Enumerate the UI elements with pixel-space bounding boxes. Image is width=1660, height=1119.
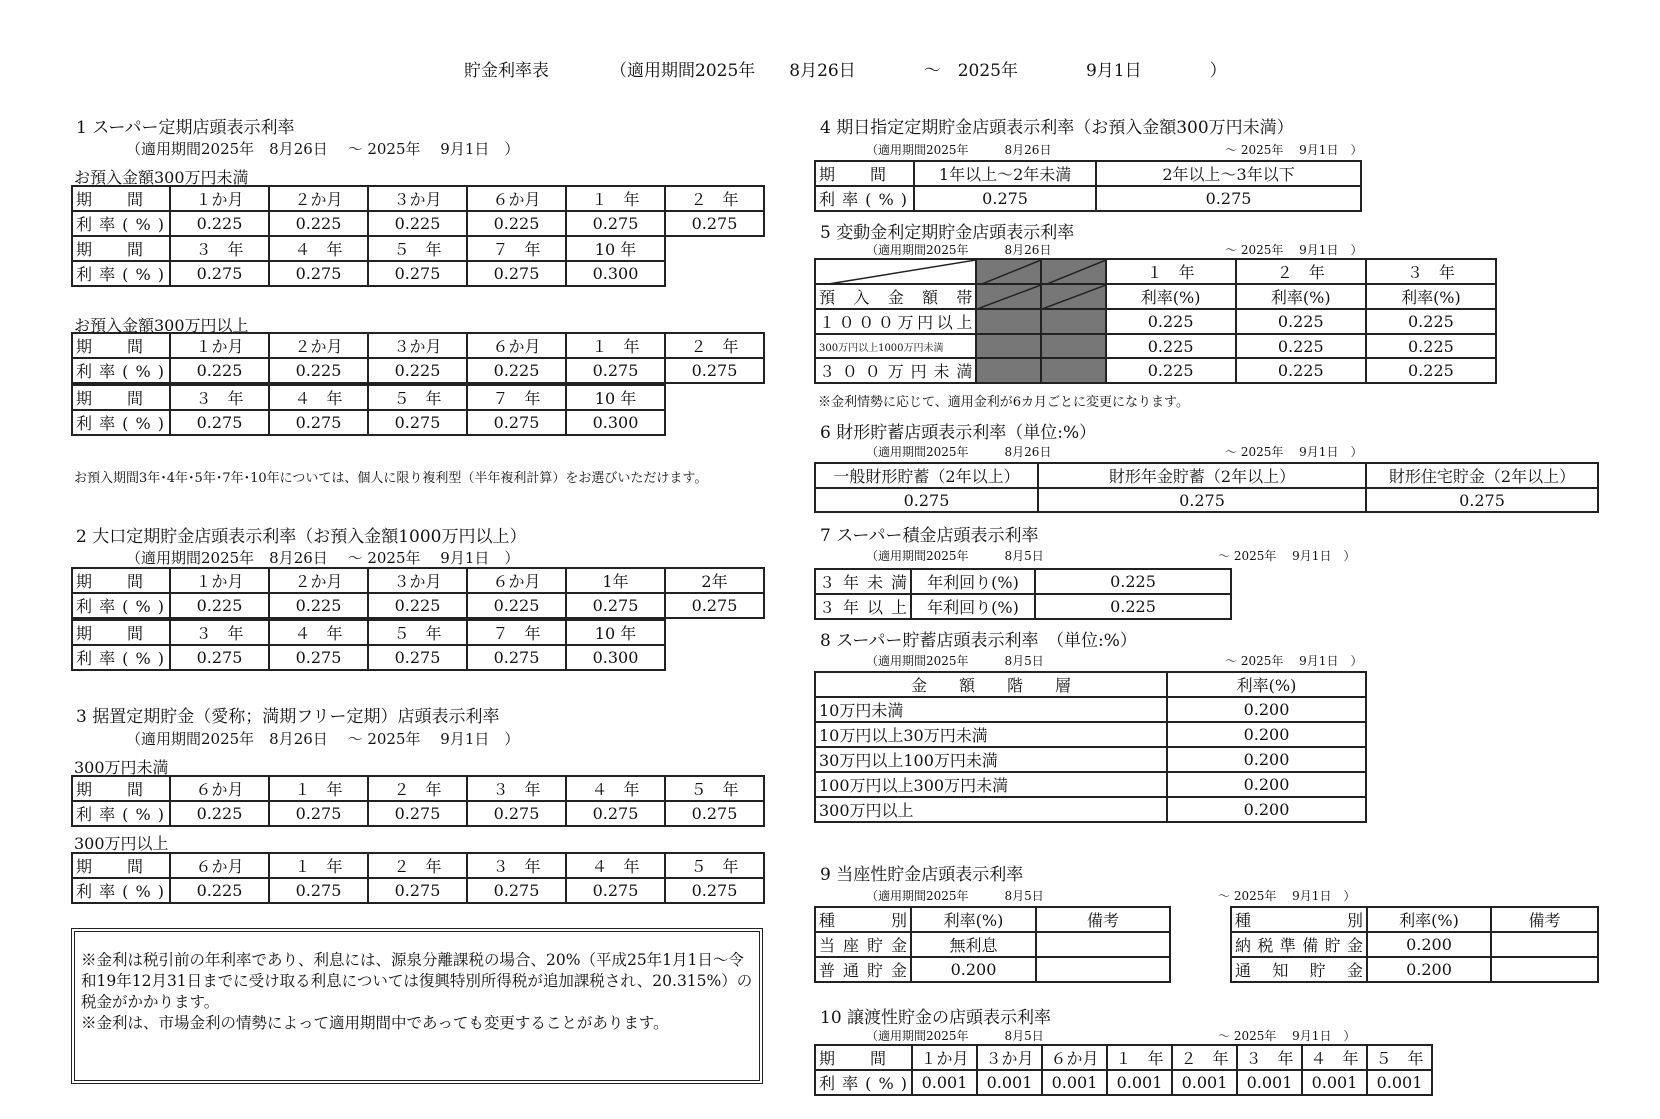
rate-value: 0.225 (368, 211, 467, 236)
rate-value: 0.225 (1106, 358, 1236, 383)
s2-table-1 (71, 567, 765, 619)
period-label: 期 間 (72, 568, 170, 593)
s1-table-b1 (71, 332, 765, 384)
term-header: ４ 年 (269, 385, 368, 410)
rate-value: 0.275 (566, 211, 665, 236)
s5-gray-cell (1041, 309, 1106, 334)
rate-label: 利 率 ( % ) (72, 878, 170, 903)
rate-value: 0.275 (170, 645, 269, 670)
term-header: 10 年 (566, 236, 665, 261)
s5-period-start: （適用期間2025年 8月26日 (866, 243, 1052, 257)
rate-value: 0.275 (1366, 488, 1598, 512)
rate-value: 0.225 (170, 593, 269, 618)
rate-value: 0.275 (467, 878, 566, 903)
term-header: ４ 年 (269, 620, 368, 645)
yield-label: 年利回り(%) (911, 569, 1035, 594)
rate-value: 0.001 (1107, 1070, 1172, 1095)
page-title: 貯金利率表 (464, 61, 549, 81)
term-header: １ 年 (269, 776, 368, 801)
term-header: ２か月 (269, 333, 368, 358)
s5-gray-cell (976, 284, 1041, 309)
s1-compound-note: お預入期間3年･4年･5年･7年･10年については、個人に限り複利型（半年複利計算）をお選びいただけます。 (74, 471, 708, 486)
rate-value: 0.225 (1236, 358, 1366, 383)
s8-title: 8 スーパー貯蓄店頭表示利率 （単位:%） (820, 631, 1137, 651)
rate-value: 0.225 (467, 593, 566, 618)
rate-label: 利 率 ( % ) (72, 801, 170, 826)
rate-value: 0.275 (368, 410, 467, 435)
rate-value: 0.225 (467, 211, 566, 236)
s6-period-start: （適用期間2025年 8月26日 (866, 445, 1052, 459)
s2-period: （適用期間2025年 8月26日 ～ 2025年 9月1日 ） (126, 549, 520, 567)
rate-value: 0.300 (566, 645, 665, 670)
period-label: 期 間 (72, 853, 170, 878)
term-header: １ 年 (566, 186, 665, 211)
term-header: ３か月 (368, 186, 467, 211)
remarks-cell (1036, 957, 1170, 982)
s6-period-end: ～ 2025年 9月1日 ） (1225, 445, 1363, 459)
s5-diagonal-header (815, 259, 976, 284)
rate-value: 0.225 (467, 358, 566, 383)
s5-gray-cell (976, 309, 1041, 334)
s5-gray-cell (1041, 358, 1106, 383)
term-label: ３年以上 (815, 594, 911, 619)
term-header: ５ 年 (368, 236, 467, 261)
term-header: ６か月 (170, 776, 269, 801)
rate-label: 利 率 ( % ) (815, 1070, 912, 1095)
rate-value: 0.275 (1096, 186, 1361, 211)
period-label: 期 間 (72, 236, 170, 261)
rate-value: 0.275 (815, 488, 1038, 512)
term-header: ２ 年 (1172, 1045, 1237, 1070)
rate-value: 0.275 (269, 645, 368, 670)
rate-value: 0.300 (566, 261, 665, 286)
band-label: 預 入 金 額 帯 (815, 284, 976, 309)
term-header: ７ 年 (467, 236, 566, 261)
s8-period-end: ～ 2025年 9月1日 ） (1225, 654, 1363, 668)
rate-header: 利率(%) (1106, 284, 1236, 309)
s5-title: 5 変動金利定期貯金店頭表示利率 (820, 223, 1075, 243)
amount-tier: 10万円未満 (815, 697, 1167, 722)
amount-tier: 100万円以上300万円未満 (815, 772, 1167, 797)
s6-title: 6 財形貯蓄店頭表示利率（単位:%） (820, 423, 1097, 443)
s8-table (814, 671, 1367, 823)
rate-label: 利 率 ( % ) (72, 211, 170, 236)
rate-label: 利 率 ( % ) (815, 186, 914, 211)
type-header: 種 別 (815, 907, 911, 932)
s2-title: 2 大口定期貯金店頭表示利率（お預入金額1000万円以上） (76, 527, 527, 547)
term-header: ６か月 (467, 568, 566, 593)
term-header: １か月 (170, 333, 269, 358)
rate-value: 0.225 (170, 358, 269, 383)
term-header: ６か月 (170, 853, 269, 878)
s1-title: 1 スーパー定期店頭表示利率 (76, 118, 295, 138)
s7-period-end: ～ 2025年 9月1日 ） (1218, 549, 1356, 563)
rate-value: 0.275 (665, 801, 764, 826)
tax-note: ※金利は税引前の年利率であり、利息には、源泉分離課税の場合、20%（平成25年1月1日～令和19年12月31日までに受け取る利息については復興特別所得税が追加課税され、20.315%）の税金がかかります。 (81, 951, 753, 1011)
s1-table-a1 (71, 185, 765, 237)
s1-over300-label: お預入金額300万円以上 (74, 316, 249, 335)
rate-value: 0.225 (1035, 594, 1231, 619)
rate-label: 利 率 ( % ) (72, 593, 170, 618)
s9-period-start: （適用期間2025年 8月5日 (866, 889, 1044, 903)
s2-table-2 (71, 619, 666, 671)
deposit-type: 納税準備貯金 (1231, 932, 1367, 957)
term-header: １ 年 (1107, 1045, 1172, 1070)
s7-period-start: （適用期間2025年 8月5日 (866, 549, 1044, 563)
rate-value: 0.275 (269, 261, 368, 286)
remarks-cell (1036, 932, 1170, 957)
rate-label: 利 率 ( % ) (72, 645, 170, 670)
term-header: ３か月 (977, 1045, 1042, 1070)
rate-value: 0.300 (566, 410, 665, 435)
rate-value: 0.225 (1236, 309, 1366, 334)
rate-value: 0.200 (911, 957, 1036, 982)
remarks-header: 備考 (1036, 907, 1170, 932)
s1-table-b2 (71, 384, 666, 436)
rate-value: 0.275 (665, 878, 764, 903)
deposit-type: 普通貯金 (815, 957, 911, 982)
term-header: ６か月 (467, 333, 566, 358)
s5-period-end: ～ 2025年 9月1日 ） (1225, 243, 1363, 257)
s10-table (814, 1044, 1433, 1096)
term-header: ３ 年 (1237, 1045, 1302, 1070)
rate-value: 0.275 (368, 645, 467, 670)
s5-gray-cell (1041, 284, 1106, 309)
term-header: ３か月 (368, 568, 467, 593)
period-label: 期 間 (72, 620, 170, 645)
rate-value: 0.275 (269, 801, 368, 826)
rate-value: 0.225 (1106, 309, 1236, 334)
s7-title: 7 スーパー積金店頭表示利率 (820, 526, 1039, 546)
rate-value: 0.275 (566, 801, 665, 826)
s3-table-b (71, 852, 765, 904)
savings-type-header: 一般財形貯蓄（2年以上） (815, 463, 1038, 488)
s1-table-a2 (71, 235, 666, 287)
term-header: 2年以上～3年以下 (1096, 161, 1361, 186)
s4-period-start: （適用期間2025年 8月26日 (866, 143, 1052, 157)
s9-title: 9 当座性貯金店頭表示利率 (820, 865, 1024, 885)
rate-value: 0.275 (467, 801, 566, 826)
term-header: ５ 年 (368, 620, 467, 645)
year-header: ２ 年 (1236, 259, 1366, 284)
remarks-cell (1491, 932, 1598, 957)
rate-value: 0.225 (170, 211, 269, 236)
savings-type-header: 財形年金貯蓄（2年以上） (1038, 463, 1366, 488)
rate-value: 0.275 (566, 593, 665, 618)
s9-table-right (1230, 906, 1599, 983)
term-header: 10 年 (566, 385, 665, 410)
year-header: ３ 年 (1366, 259, 1496, 284)
s3-title: 3 据置定期貯金（愛称；満期フリー定期）店頭表示利率 (76, 707, 500, 727)
rate-label: 利 率 ( % ) (72, 410, 170, 435)
term-header: ２か月 (269, 568, 368, 593)
rate-header: 利率(%) (1167, 672, 1366, 697)
rate-label: 利 率 ( % ) (72, 358, 170, 383)
rate-value: 0.225 (269, 211, 368, 236)
period-label: 期 間 (72, 776, 170, 801)
rate-value: 0.275 (566, 358, 665, 383)
remarks-header: 備考 (1491, 907, 1598, 932)
rate-value: 0.225 (368, 358, 467, 383)
term-header: １か月 (912, 1045, 977, 1070)
s5-note: ※金利情勢に応じて、適用金利が6カ月ごとに変更になります。 (818, 395, 1189, 410)
term-header: ３ 年 (170, 385, 269, 410)
rate-value: 0.275 (269, 878, 368, 903)
term-header: ６か月 (467, 186, 566, 211)
period-label: 期 間 (815, 161, 914, 186)
term-header: 2年 (665, 568, 764, 593)
amount-tier-header: 金 額 階 層 (815, 672, 1167, 697)
band-row-label: ３００万円未満 (815, 358, 976, 383)
deposit-type: 通 知 貯 金 (1231, 957, 1367, 982)
rate-value: 0.200 (1167, 747, 1366, 772)
term-header: ４ 年 (269, 236, 368, 261)
amount-tier: 30万円以上100万円未満 (815, 747, 1167, 772)
rate-value: 0.001 (1172, 1070, 1237, 1095)
rate-value: 0.275 (170, 410, 269, 435)
period-label: 期 間 (72, 333, 170, 358)
term-header: ３ 年 (170, 620, 269, 645)
term-header: 1年以上～2年未満 (914, 161, 1096, 186)
band-row-label: １０００万円以上 (815, 309, 976, 334)
s10-title: 10 譲渡性貯金の店頭表示利率 (820, 1008, 1052, 1028)
rate-value: 0.225 (170, 878, 269, 903)
rate-value: 0.200 (1167, 797, 1366, 822)
rate-value: 0.225 (269, 358, 368, 383)
s9-table-left (814, 906, 1171, 983)
rate-value: 0.225 (1035, 569, 1231, 594)
s3-under300-label: 300万円未満 (74, 758, 169, 777)
remarks-cell (1491, 957, 1598, 982)
rate-value: 0.200 (1167, 722, 1366, 747)
rate-value: 0.225 (1366, 309, 1496, 334)
term-header: ５ 年 (665, 853, 764, 878)
rate-header: 利率(%) (911, 907, 1036, 932)
rate-value: 0.200 (1167, 697, 1366, 722)
term-header: ２ 年 (368, 776, 467, 801)
term-header: ２か月 (269, 186, 368, 211)
rate-value: 0.275 (665, 593, 764, 618)
term-header: ２ 年 (368, 853, 467, 878)
s4-period-end: ～ 2025年 9月1日 ） (1225, 143, 1363, 157)
term-header: １か月 (170, 568, 269, 593)
rate-value: 0.275 (1038, 488, 1366, 512)
rate-value: 0.001 (1237, 1070, 1302, 1095)
rate-value: 0.275 (269, 410, 368, 435)
rate-label: 利 率 ( % ) (72, 261, 170, 286)
rate-value: 0.225 (1366, 334, 1496, 358)
rate-value: 0.275 (467, 410, 566, 435)
rate-value: 0.275 (665, 211, 764, 236)
rate-value: 無利息 (911, 932, 1036, 957)
term-header: ５ 年 (1367, 1045, 1432, 1070)
rate-value: 0.200 (1367, 932, 1491, 957)
page-period: （適用期間2025年 8月26日 ～ 2025年 9月1日 ） (610, 61, 1227, 81)
term-header: ７ 年 (467, 385, 566, 410)
rate-value: 0.275 (368, 801, 467, 826)
amount-tier: 10万円以上30万円未満 (815, 722, 1167, 747)
s3-over300-label: 300万円以上 (74, 834, 169, 853)
s7-table (814, 568, 1232, 620)
rate-value: 0.275 (566, 878, 665, 903)
term-header: ７ 年 (467, 620, 566, 645)
rate-value: 0.001 (912, 1070, 977, 1095)
rate-value: 0.200 (1367, 957, 1491, 982)
yield-label: 年利回り(%) (911, 594, 1035, 619)
term-header: ３ 年 (467, 853, 566, 878)
s1-under300-label: お預入金額300万円未満 (74, 168, 249, 187)
band-row-label: 300万円以上1000万円未満 (815, 334, 976, 358)
s3-period: （適用期間2025年 8月26日 ～ 2025年 9月1日 ） (126, 730, 520, 748)
period-label: 期 間 (72, 385, 170, 410)
year-header: １ 年 (1106, 259, 1236, 284)
term-header: 1年 (566, 568, 665, 593)
s10-period-start: （適用期間2025年 8月5日 (866, 1029, 1044, 1043)
s5-gray-cell (1041, 259, 1106, 284)
rate-value: 0.001 (1302, 1070, 1367, 1095)
s4-title: 4 期日指定定期貯金店頭表示利率（お預入金額300万円未満） (820, 118, 1294, 138)
rate-header: 利率(%) (1236, 284, 1366, 309)
term-header: １ 年 (566, 333, 665, 358)
rate-value: 0.275 (467, 645, 566, 670)
deposit-type: 当座貯金 (815, 932, 911, 957)
rate-value: 0.225 (368, 593, 467, 618)
term-header: ６か月 (1042, 1045, 1107, 1070)
rate-value: 0.001 (977, 1070, 1042, 1095)
amount-tier: 300万円以上 (815, 797, 1167, 822)
term-header: ２ 年 (665, 333, 764, 358)
s10-period-end: ～ 2025年 9月1日 ） (1218, 1029, 1356, 1043)
s5-table (814, 258, 1497, 384)
period-label: 期 間 (815, 1045, 912, 1070)
rate-value: 0.225 (1366, 358, 1496, 383)
rate-value: 0.200 (1167, 772, 1366, 797)
savings-type-header: 財形住宅貯金（2年以上） (1366, 463, 1598, 488)
term-header: 10 年 (566, 620, 665, 645)
rate-header: 利率(%) (1367, 907, 1491, 932)
rate-value: 0.275 (467, 261, 566, 286)
type-header: 種 別 (1231, 907, 1367, 932)
s5-gray-cell (976, 259, 1041, 284)
s4-table (814, 160, 1362, 212)
s8-period-start: （適用期間2025年 8月5日 (866, 654, 1044, 668)
term-header: ５ 年 (368, 385, 467, 410)
term-label: ３年未満 (815, 569, 911, 594)
s6-table (814, 462, 1599, 513)
rate-value: 0.275 (914, 186, 1096, 211)
s5-gray-cell (1041, 334, 1106, 358)
term-header: ４ 年 (566, 776, 665, 801)
term-header: １ 年 (269, 853, 368, 878)
term-header: ３か月 (368, 333, 467, 358)
tax-notes-box (71, 928, 763, 1084)
term-header: ４ 年 (566, 853, 665, 878)
term-header: １か月 (170, 186, 269, 211)
rate-value: 0.275 (368, 878, 467, 903)
term-header: ５ 年 (665, 776, 764, 801)
rate-header: 利率(%) (1366, 284, 1496, 309)
rate-value: 0.001 (1367, 1070, 1432, 1095)
term-header: ３ 年 (170, 236, 269, 261)
period-label: 期 間 (72, 186, 170, 211)
rate-value: 0.275 (368, 261, 467, 286)
rate-value: 0.275 (170, 261, 269, 286)
term-header: ２ 年 (665, 186, 764, 211)
term-header: ３ 年 (467, 776, 566, 801)
rate-change-note: ※金利は、市場金利の情勢によって適用期間中であっても変更することがあります。 (81, 1014, 669, 1032)
rate-value: 0.225 (170, 801, 269, 826)
rate-value: 0.225 (1236, 334, 1366, 358)
s3-table-a (71, 775, 765, 827)
rate-value: 0.225 (1106, 334, 1236, 358)
s9-period-end: ～ 2025年 9月1日 ） (1218, 889, 1356, 903)
rate-value: 0.001 (1042, 1070, 1107, 1095)
term-header: ４ 年 (1302, 1045, 1367, 1070)
rate-value: 0.225 (269, 593, 368, 618)
rate-value: 0.275 (665, 358, 764, 383)
s5-gray-cell (976, 334, 1041, 358)
s5-gray-cell (976, 358, 1041, 383)
s1-period: （適用期間2025年 8月26日 ～ 2025年 9月1日 ） (126, 140, 520, 158)
